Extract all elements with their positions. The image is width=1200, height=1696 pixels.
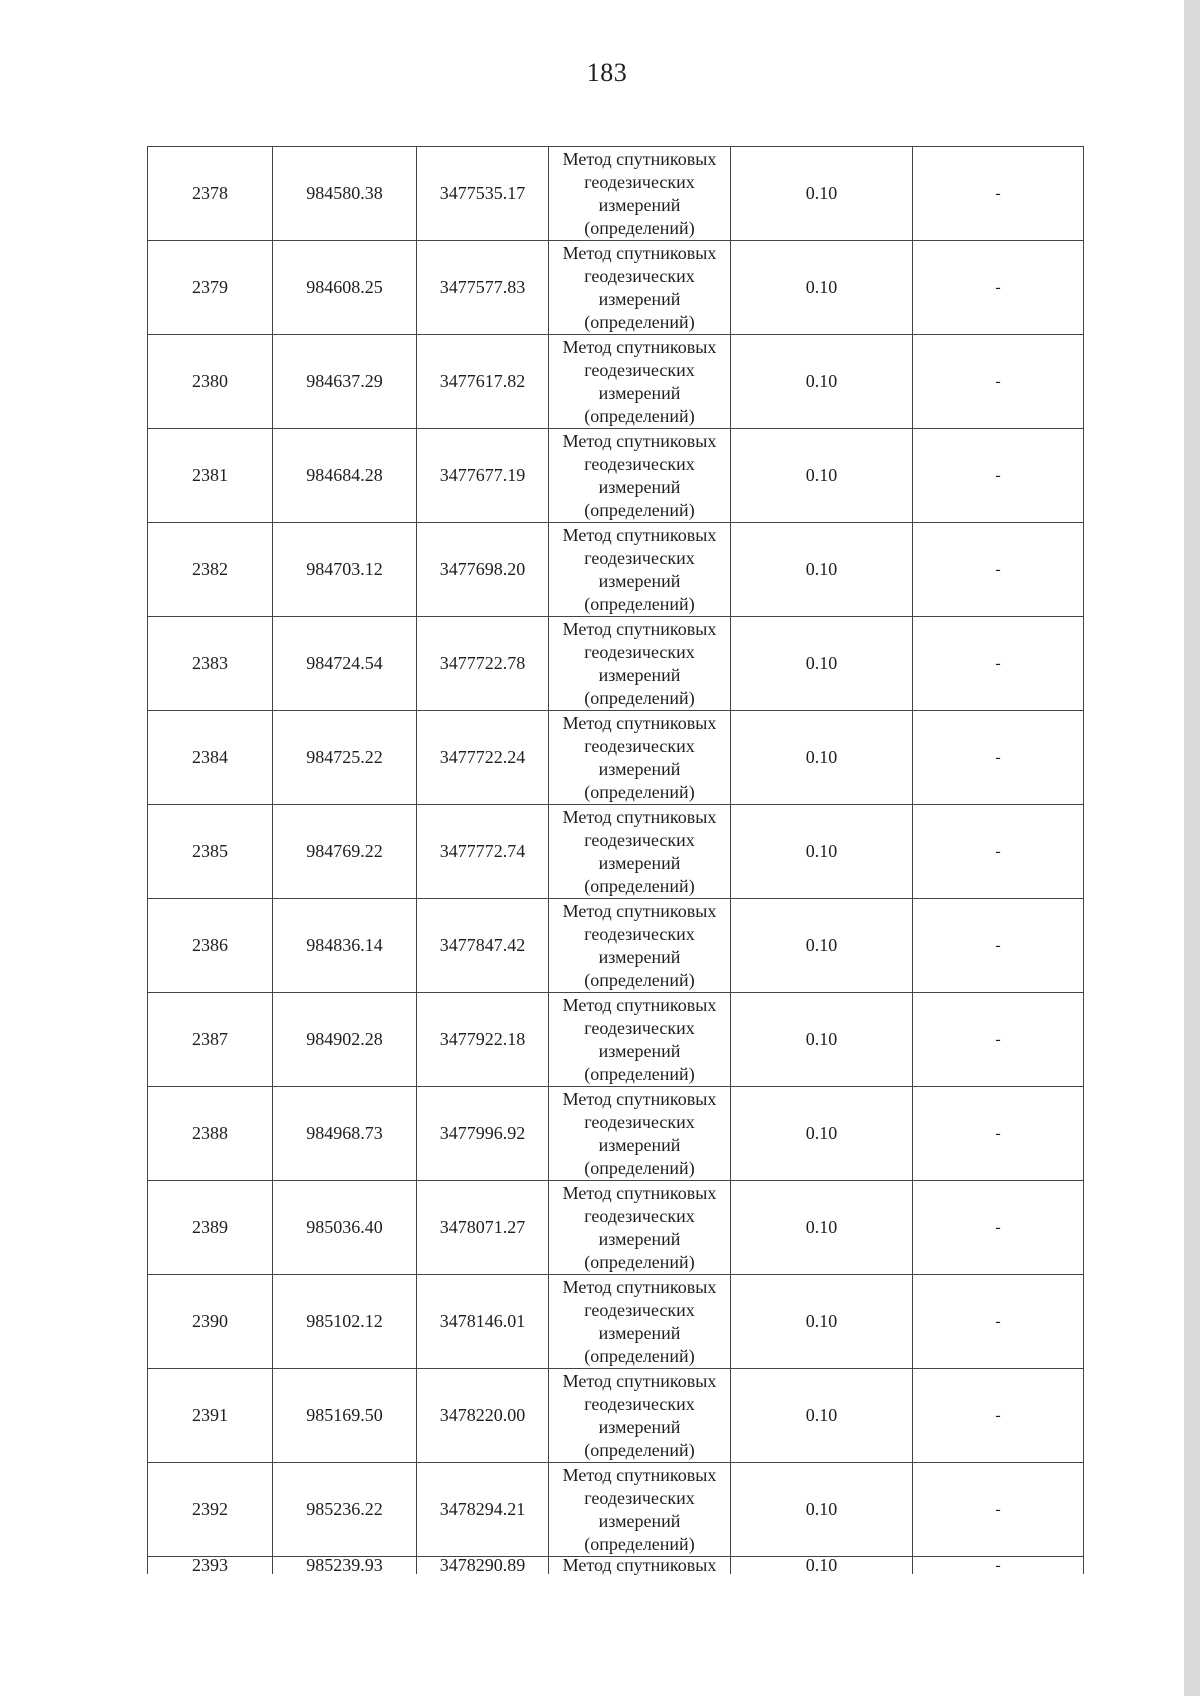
point-number-cell: 2392 [148,1463,273,1557]
method-text-line: Метод спутниковых [562,712,717,733]
precision-cell: 0.10 [731,147,913,241]
method-cell [549,335,731,429]
precision-cell: 0.10 [731,1369,913,1463]
method-text-line: Метод спутниковых [562,1276,717,1297]
method-text-line: измерений [598,1228,681,1249]
x-coordinate-cell: 985236.22 [273,1463,417,1557]
method-text-line: геодезических [584,359,695,380]
method-text-line: (определений) [584,1251,695,1272]
x-coordinate-cell: 984637.29 [273,335,417,429]
method-text-line: геодезических [584,171,695,192]
method-text-line: (определений) [584,1063,695,1084]
precision-cell: 0.10 [731,241,913,335]
precision-cell: 0.10 [731,711,913,805]
note-cell: - [913,241,1084,335]
point-number-cell: 2388 [148,1087,273,1181]
x-coordinate-cell: 984684.28 [273,429,417,523]
x-coordinate-cell: 984968.73 [273,1087,417,1181]
method-cell [549,523,731,617]
method-text-line: измерений [598,1322,681,1343]
note-cell: - [913,899,1084,993]
method-text-line: (определений) [584,311,695,332]
method-text-line: (определений) [584,875,695,896]
note-cell: - [913,1463,1084,1557]
table-row [148,711,1084,805]
method-text-line: Метод спутниковых [562,900,717,921]
method-cell: Метод спутниковых [549,1557,731,1575]
note-cell: - [913,335,1084,429]
method-cell [549,1087,731,1181]
method-text-line: Метод спутниковых [562,148,717,169]
method-text-line: Метод спутниковых [562,524,717,545]
x-coordinate-cell: 984608.25 [273,241,417,335]
point-number-cell: 2389 [148,1181,273,1275]
method-text-line: Метод спутниковых [562,994,717,1015]
method-text-line: измерений [598,476,681,497]
method-cell [549,147,731,241]
method-text-line: (определений) [584,1439,695,1460]
method-text-line: измерений [598,852,681,873]
method-text-line: измерений [598,570,681,591]
y-coordinate-cell: 3478290.89 [417,1557,549,1575]
method-text-line: (определений) [584,969,695,990]
y-coordinate-cell: 3478294.21 [417,1463,549,1557]
method-text-line: Метод спутниковых [562,430,717,451]
table-row [148,1369,1084,1463]
table-row [148,1463,1084,1557]
point-number-cell: 2386 [148,899,273,993]
y-coordinate-cell: 3477722.24 [417,711,549,805]
method-text-line: геодезических [584,1393,695,1414]
y-coordinate-cell: 3477996.92 [417,1087,549,1181]
method-text-line: (определений) [584,217,695,238]
precision-cell: 0.10 [731,1557,913,1575]
y-coordinate-cell: 3478071.27 [417,1181,549,1275]
precision-cell: 0.10 [731,617,913,711]
note-cell: - [913,1275,1084,1369]
y-coordinate-cell: 3478146.01 [417,1275,549,1369]
method-text-line: измерений [598,382,681,403]
method-text-line: Метод спутниковых [562,618,717,639]
method-cell [549,899,731,993]
y-coordinate-cell: 3477677.19 [417,429,549,523]
x-coordinate-cell: 984836.14 [273,899,417,993]
method-text-line: Метод спутниковых [562,806,717,827]
x-coordinate-cell: 984769.22 [273,805,417,899]
table-row [148,1181,1084,1275]
table-row [148,993,1084,1087]
method-text-line: геодезических [584,547,695,568]
x-coordinate-cell: 985036.40 [273,1181,417,1275]
y-coordinate-cell: 3477847.42 [417,899,549,993]
precision-cell: 0.10 [731,1087,913,1181]
method-cell [549,993,731,1087]
method-text-line: геодезических [584,1017,695,1038]
method-text-line: (определений) [584,687,695,708]
method-text-line: Метод спутниковых [562,336,717,357]
method-cell [549,1369,731,1463]
method-text-line: геодезических [584,265,695,286]
method-text-line: геодезических [584,1299,695,1320]
scan-edge [1184,0,1200,1696]
y-coordinate-cell: 3477722.78 [417,617,549,711]
method-text-line: геодезических [584,1111,695,1132]
note-cell: - [913,147,1084,241]
table-row [148,429,1084,523]
note-cell: - [913,1181,1084,1275]
precision-cell: 0.10 [731,1275,913,1369]
method-cell [549,617,731,711]
method-text-line: (определений) [584,1533,695,1554]
note-cell: - [913,523,1084,617]
y-coordinate-cell: 3478220.00 [417,1369,549,1463]
point-number-cell: 2387 [148,993,273,1087]
method-text-line: (определений) [584,781,695,802]
x-coordinate-cell: 984703.12 [273,523,417,617]
x-coordinate-cell: 985239.93 [273,1557,417,1575]
point-number-cell: 2383 [148,617,273,711]
precision-cell: 0.10 [731,335,913,429]
method-text-line: геодезических [584,641,695,662]
method-text-line: измерений [598,1510,681,1531]
method-text-line: измерений [598,758,681,779]
method-text-line: Метод спутниковых [562,1370,717,1391]
y-coordinate-cell: 3477772.74 [417,805,549,899]
table-row [148,617,1084,711]
precision-cell: 0.10 [731,429,913,523]
table-row [148,523,1084,617]
note-cell: - [913,711,1084,805]
method-text-line: измерений [598,1040,681,1061]
method-cell [549,241,731,335]
table-row [148,899,1084,993]
table-row [148,805,1084,899]
method-text-line: измерений [598,1134,681,1155]
note-cell: - [913,429,1084,523]
x-coordinate-cell: 984580.38 [273,147,417,241]
method-text-line: геодезических [584,1205,695,1226]
method-cell [549,1181,731,1275]
point-number-cell: 2385 [148,805,273,899]
method-text-line: (определений) [584,405,695,426]
point-number-cell: 2393 [148,1557,273,1575]
precision-cell: 0.10 [731,993,913,1087]
point-number-cell: 2391 [148,1369,273,1463]
precision-cell: 0.10 [731,523,913,617]
x-coordinate-cell: 985102.12 [273,1275,417,1369]
table-row [148,241,1084,335]
note-cell: - [913,1087,1084,1181]
method-cell [549,429,731,523]
method-text-line: измерений [598,288,681,309]
x-coordinate-cell: 984902.28 [273,993,417,1087]
method-text-line: (определений) [584,593,695,614]
point-number-cell: 2390 [148,1275,273,1369]
point-number-cell: 2380 [148,335,273,429]
point-number-cell: 2384 [148,711,273,805]
method-text-line: Метод спутниковых [562,1088,717,1109]
note-cell: - [913,1557,1084,1575]
table-row [148,335,1084,429]
note-cell: - [913,805,1084,899]
method-text-line: геодезических [584,453,695,474]
y-coordinate-cell: 3477698.20 [417,523,549,617]
table-row-partial [148,1557,1084,1575]
method-text-line: геодезических [584,923,695,944]
point-number-cell: 2378 [148,147,273,241]
x-coordinate-cell: 985169.50 [273,1369,417,1463]
method-text-line: измерений [598,664,681,685]
method-text-line: геодезических [584,1487,695,1508]
method-text-line: измерений [598,946,681,967]
method-cell [549,805,731,899]
table-row [148,1087,1084,1181]
precision-cell: 0.10 [731,1463,913,1557]
method-text-line: геодезических [584,829,695,850]
point-number-cell: 2382 [148,523,273,617]
method-text-line: Метод спутниковых [562,1464,717,1485]
note-cell: - [913,617,1084,711]
method-text-line: (определений) [584,1157,695,1178]
y-coordinate-cell: 3477922.18 [417,993,549,1087]
x-coordinate-cell: 984724.54 [273,617,417,711]
method-text-line: измерений [598,194,681,215]
coordinates-table [147,146,1084,1574]
method-text-line: Метод спутниковых [562,242,717,263]
method-cell [549,711,731,805]
precision-cell: 0.10 [731,805,913,899]
table-row [148,147,1084,241]
table-body [148,147,1084,1575]
note-cell: - [913,993,1084,1087]
method-cell [549,1275,731,1369]
y-coordinate-cell: 3477617.82 [417,335,549,429]
y-coordinate-cell: 3477535.17 [417,147,549,241]
x-coordinate-cell: 984725.22 [273,711,417,805]
page-number: 183 [586,58,628,87]
table-row [148,1275,1084,1369]
point-number-cell: 2381 [148,429,273,523]
method-cell [549,1463,731,1557]
method-text-line: (определений) [584,499,695,520]
note-cell: - [913,1369,1084,1463]
precision-cell: 0.10 [731,899,913,993]
method-text-line: (определений) [584,1345,695,1366]
method-text-line: измерений [598,1416,681,1437]
point-number-cell: 2379 [148,241,273,335]
method-text-line: геодезических [584,735,695,756]
y-coordinate-cell: 3477577.83 [417,241,549,335]
method-text-line: Метод спутниковых [562,1182,717,1203]
precision-cell: 0.10 [731,1181,913,1275]
